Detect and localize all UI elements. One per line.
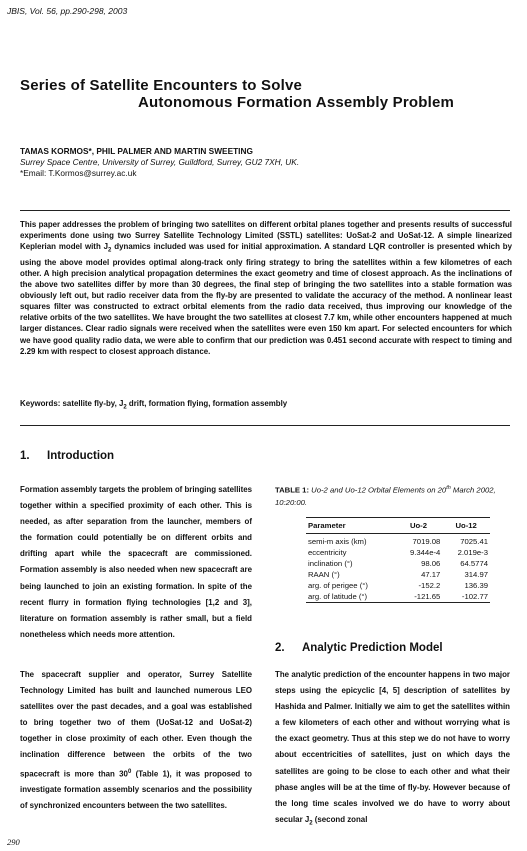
table-caption: TABLE 1: Uo-2 and Uo-12 Orbital Elements on 20th March 2002, 10:20:00.	[275, 485, 496, 507]
introduction-paragraph-1: Formation assembly targets the problem of bringing satellites together within a specified proximity of each other. This is needed, as after separation from the launcher, members of the formation could potentially be on different orbits and drifting apart while the spacecraft are commissioned. Formation assembly is also needed when new spacecraft are being launched to join an existing formation. In spite of the recent flurry in formation flying technologies [1,2 and 3], literature on formation assembly is rather small, but a field nonetheless which needs more attention.	[20, 485, 252, 639]
table-cell: 136.39	[464, 581, 488, 590]
abstract-text-1: This paper addresses the problem of bringing two satellites on different orbital planes together and presents results of successful experiments done using two Surrey Satellite Technology Limited (SSTL) satellites: UoSat-2 and UoSat-12. A simple linearized Keplerian model with	[20, 220, 512, 252]
j2-symbol: $J_2$	[103, 242, 112, 254]
table-row	[306, 547, 490, 558]
keywords: Keywords: satellite fly-by, $J_2$ drift, formation flying, formation assembly	[20, 399, 288, 411]
table-cell: -152.2	[418, 581, 441, 590]
table-cell: 47.17	[421, 570, 441, 579]
table-row	[306, 580, 490, 591]
journal-citation: JBIS, Vol. 56, pp.290-298, 2003	[7, 6, 128, 16]
table-cell: RAAN (°)	[308, 570, 340, 579]
analytic-model-paragraph: The analytic prediction of the encounter happens in two major steps using the epicyclic [4, 5] description of satellites by Hashida and Palmer. Initially we aim to get the satellites within a few kilometers of each other and without worrying what is the exact geometry. Thus at this step we do not have to worry about eccentricities of satellites, just on which days the satellites are going to be close to each other and what their phase angles will be at the time of fly-by. However because of the long time scales involved we do have to worry about secular $J_2$ (second zonal	[275, 670, 510, 827]
table-cell: eccentricity	[308, 548, 347, 557]
abstract	[20, 219, 512, 357]
author-email: *Email: T.Kormos@surrey.ac.uk	[20, 168, 137, 178]
table-cell: -102.77	[461, 592, 488, 601]
section-heading-introduction: 1. Introduction	[20, 450, 115, 462]
section-heading-analytic-prediction-model: 2. Analytic Prediction Model	[275, 642, 443, 654]
keywords-label: Keywords:	[20, 399, 61, 408]
author-list: TAMAS KORMOS*, PHIL PALMER AND MARTIN SWEETING	[20, 146, 253, 156]
table-row	[306, 591, 490, 603]
table-cell: 7025.41	[460, 537, 488, 546]
introduction-paragraph-2: The spacecraft supplier and operator, Surrey Satellite Technology Limited has built and launched numerous LEO satellites over the past decades, and a goal was established to bring together two of them (UoSat-12 and UoSat-2) together in close proximity of each other. Even though the inclination difference between the orbits of the two spacecraft is more than $30^0$ (Table 1), it was proposed to investigate formation assembly scenarios and the possibility of synchronized encounters between the two satellites.	[20, 670, 252, 811]
table-cell: 64.5774	[460, 559, 488, 568]
table-cell: inclination (°)	[308, 559, 353, 568]
page-number: 290	[7, 837, 20, 847]
table-cell: 9.344e-4	[409, 548, 441, 557]
table-header-row	[306, 518, 490, 534]
table-cell: 98.06	[421, 559, 441, 568]
paper-title-line-2: Autonomous Formation Assembly Problem	[138, 94, 455, 111]
table-row	[306, 558, 490, 569]
j2-symbol: $J_2$	[118, 399, 127, 411]
table-cell: 2.019e-3	[457, 548, 488, 557]
table-row	[306, 534, 490, 548]
table-header-cell: Uo-12	[455, 521, 477, 530]
table-row	[306, 569, 490, 580]
table-cell: 7019.08	[412, 537, 441, 546]
j2-symbol: $J_2$	[304, 814, 313, 827]
table-header-cell: Uo-2	[409, 521, 428, 530]
paper-title-line-1: Series of Satellite Encounters to Solve	[20, 77, 303, 94]
abstract-text-2: dynamics included was used for initial approximation. A standard LQR controller is presented which by using the above model provides optimal along-track only firing strategy to bring the satellites within a few kilometres of each other. A high precision analytical propagation determines the exact geometry and time of closest approach. As the inclinations of the above two satellites differ by more than 30 degrees, the final step of bringing the two satellites into a stable formation was obviously left out, but radio receiver data from the fly-by are presented to validate the accuracy of the method. A nonlinear least squares filter was constructed to extract orbital elements from the radio data received, thus improving our knowledge of the relative orbits of the two satellites. We have brought the two satellites at closest 7.7 km, while other encounters happened at much larger distances. Clear radio signals were received when the satellites were even 150 km apart. For selected encounters for which we have good quality radio data, we were able to confirm that our prediction was 0.451 second accurate with respect to timing and 2.29 km with respect to closest approach distance.	[20, 242, 512, 356]
table-cell: semi-m axis (km)	[308, 537, 367, 546]
table-cell: -121.65	[414, 592, 441, 601]
table-cell: arg. of perigee (°)	[308, 581, 368, 590]
table-header-cell: Parameter	[308, 521, 346, 530]
affiliation: Surrey Space Centre, University of Surrey, Guildford, Surrey, GU2 7XH, UK.	[20, 157, 300, 167]
orbital-elements-table	[306, 517, 490, 603]
table-cell: 314.97	[464, 570, 488, 579]
abstract-bottom-rule	[20, 425, 510, 426]
abstract-top-rule	[20, 210, 510, 211]
table-cell: arg. of latitude (°)	[308, 592, 368, 601]
